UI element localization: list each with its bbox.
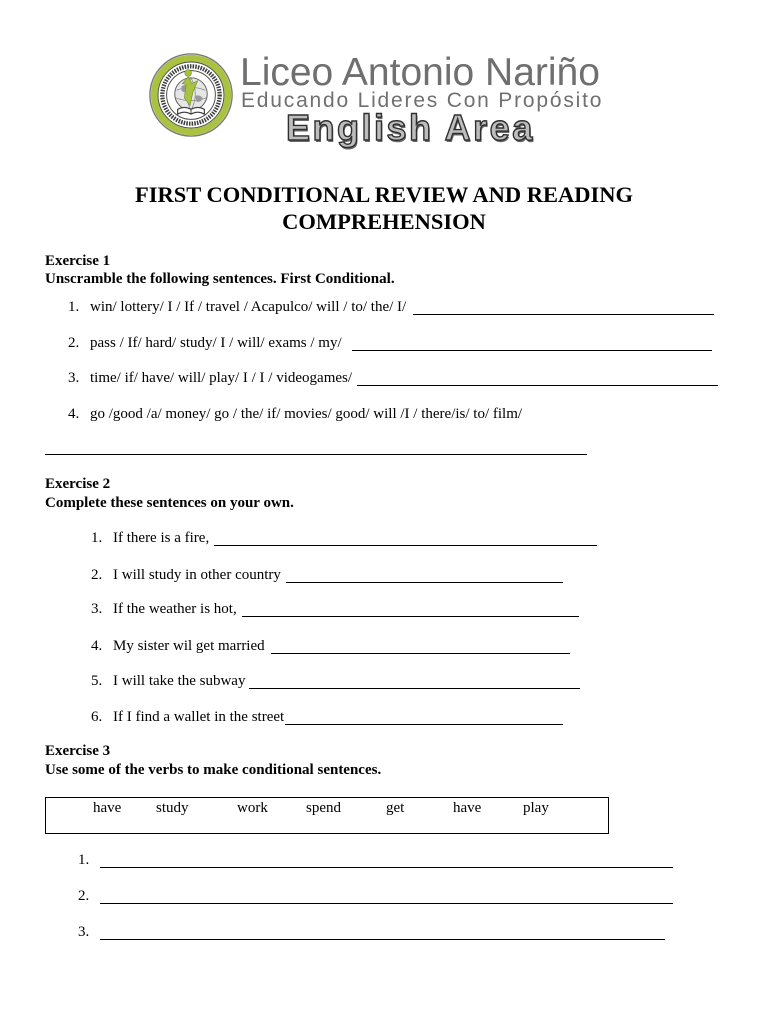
answer-blank (271, 653, 570, 654)
answer-blank (249, 688, 580, 689)
exercise1-instruction: Unscramble the following sentences. First Conditional. (45, 271, 395, 287)
item-number: 2. (68, 335, 80, 351)
exercise1-item (0, 405, 768, 423)
exercise2-item (0, 708, 768, 726)
title-line-2: COMPREHENSION (282, 209, 486, 234)
exercise3-item (0, 851, 768, 869)
item-number: 2. (91, 567, 103, 583)
item-text: time/ if/ have/ will/ play/ I / I / videogames/ (90, 370, 353, 386)
verb-word: have (93, 800, 122, 816)
answer-blank (100, 903, 673, 904)
item-number: 2. (78, 888, 90, 904)
exercise3-item (0, 923, 768, 941)
answer-blank (413, 314, 714, 315)
exercise2-instruction: Complete these sentences on your own. (45, 495, 294, 511)
item-text: If I find a wallet in the street (113, 709, 285, 725)
answer-blank (242, 616, 579, 617)
exercise3-instruction: Use some of the verbs to make conditional sentences. (45, 762, 382, 778)
exercise2-item (0, 529, 768, 547)
area-banner: English Area (286, 107, 535, 148)
item-text: I will study in other country (113, 567, 281, 583)
item-text: My sister wil get married (113, 638, 265, 654)
school-crest-icon (148, 52, 234, 138)
item-number: 1. (68, 299, 80, 315)
item-number: 3. (78, 924, 90, 940)
answer-blank (357, 385, 718, 386)
exercise3-heading: Exercise 3 (45, 743, 111, 759)
school-name: Liceo Antonio Nariño (240, 51, 600, 94)
verb-bank-box (45, 797, 609, 834)
answer-blank (214, 545, 597, 546)
item-text: I will take the subway (113, 673, 246, 689)
worksheet-title (0, 181, 768, 235)
exercise2-item (0, 637, 768, 655)
answer-blank (100, 867, 673, 868)
exercise2-item (0, 672, 768, 690)
item-text: pass / If/ hard/ study/ I / will/ exams / my/ (90, 335, 342, 351)
answer-blank (352, 350, 712, 351)
item-number: 3. (91, 601, 103, 617)
answer-blank (286, 582, 563, 583)
item-number: 6. (91, 709, 103, 725)
exercise1-item (0, 334, 768, 352)
item-number: 3. (68, 370, 80, 386)
exercise2-item (0, 566, 768, 584)
verb-word: spend (306, 800, 341, 816)
answer-blank (100, 939, 665, 940)
exercise2-item (0, 600, 768, 618)
item-text: win/ lottery/ I / If / travel / Acapulco/ will / to/ the/ I/ (90, 299, 407, 315)
item-text: If there is a fire, (113, 530, 210, 546)
exercise1-item (0, 298, 768, 316)
title-line-1: FIRST CONDITIONAL REVIEW AND READING (134, 182, 634, 207)
item-number: 4. (91, 638, 103, 654)
exercise2-heading: Exercise 2 (45, 476, 111, 492)
item-number: 5. (91, 673, 103, 689)
verb-word: play (523, 800, 549, 816)
item-number: 1. (78, 852, 90, 868)
verb-word: get (386, 800, 405, 816)
answer-blank (45, 454, 587, 455)
item-text: If the weather is hot, (113, 601, 237, 617)
answer-blank (285, 724, 563, 725)
item-number: 4. (68, 406, 80, 422)
verb-word: study (156, 800, 189, 816)
verb-word: have (453, 800, 482, 816)
item-text: go /good /a/ money/ go / the/ if/ movies/ good/ will /I / there/is/ to/ film/ (90, 406, 523, 422)
exercise1-heading: Exercise 1 (45, 253, 111, 269)
school-motto: Educando Lideres Con Propósito (241, 89, 604, 112)
verb-word: work (237, 800, 268, 816)
item-number: 1. (91, 530, 103, 546)
exercise3-item (0, 887, 768, 905)
exercise1-item (0, 369, 768, 387)
